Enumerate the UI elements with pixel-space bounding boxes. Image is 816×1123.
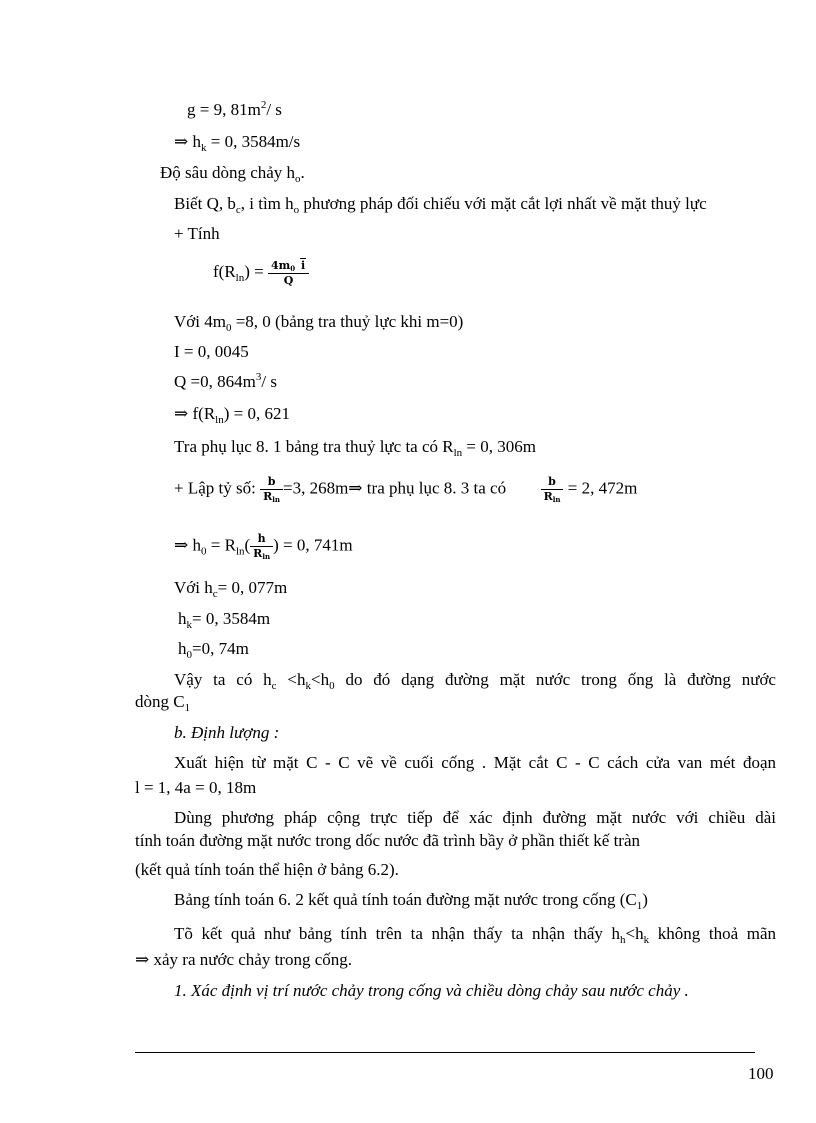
line-depth: Độ sâu dòng chảy $h_o$.	[160, 163, 305, 185]
line-h0: ⇒ $h_0 = R_{ln}$( $\frac{h}{R_{ln}}$ ) = 0, 741m	[174, 532, 353, 561]
line-biet: Biết Q, $b_c$, i tìm $h_o$ phương pháp đối chiếu với mặt cắt lợi nhất về mặt thuỷ lực	[174, 194, 707, 216]
heading-dinh-luong: b. Định lượng :	[174, 723, 280, 742]
line-tra-phu-luc: Tra phụ lục 8. 1 bảng tra thuỷ lực ta có $R_{ln} = 0$, 306m	[174, 437, 536, 459]
line-g: g = 9, $81m^2/$ s	[187, 99, 282, 119]
line-Q: Q =0, $864m^3/$ s	[174, 371, 277, 391]
fraction-b-over-rln-2: $\frac{b}{R_{ln}}$	[541, 475, 564, 504]
line-tinh: + Tính	[174, 224, 220, 243]
line-l: l = 1, 4a = 0, 18m	[135, 778, 257, 797]
line-tinh-toan: tính toán đường mặt nước trong dốc nước đã trình bầy ở phần thiết kế tràn	[135, 831, 641, 850]
paragraph-vay: Vậy ta có $h_c <h_k<h_0$ do đó dạng đường mặt nước trong ống là đường nước	[174, 670, 776, 692]
paragraph-to-ket-qua: Tõ kết quả như bảng tính trên ta nhận thấy ta nhận thấy $h_h<h_k$ không thoả mãn	[174, 924, 776, 946]
line-hk-value: $h_k= 0$, 3584m	[178, 609, 271, 631]
paragraph-xuat-hien: Xuất hiện từ mặt C - C vẽ về cuối cống . Mặt cắt C - C cách cửa van mét đoạn	[174, 753, 776, 772]
fraction-h-over-rln: $\frac{h}{R_{ln}}$	[250, 532, 273, 561]
line-ket-qua: (kết quả tính toán thể hiện ở bảng 6.2).	[135, 860, 399, 879]
formula-f-rln: $f(R_{ln})$ = $\frac{4m_0 i}{Q}$	[213, 258, 309, 288]
paragraph-dung: Dùng phương pháp cộng trực tiếp để xác định đường mặt nước với chiều dài	[174, 808, 776, 827]
fraction-4m0-sqrt-i-over-q: $\frac{4m_0 i}{Q}$	[268, 258, 309, 288]
line-h0-value: $h_0=0$, 74m	[178, 639, 249, 661]
line-dong-c1: dòng $C_1$	[135, 692, 191, 714]
footer-rule	[135, 1052, 755, 1053]
line-voi-4m: Với $4m_0 =8$, 0 (bảng tra thuỷ lực khi m=0)	[174, 312, 464, 334]
line-xay-ra: ⇒ xảy ra nước chảy trong cống.	[135, 950, 353, 969]
line-f-rln-value: ⇒ $f(R_{ln}) = 0$, 621	[174, 404, 290, 426]
line-lap-ty-so: + Lập tỷ số: $\frac{b}{R_{ln}}$ =3, 268m⇒ tra phụ lục 8. 3 ta có $\frac{b}{R_{ln}}$ = 2, 472m	[174, 475, 638, 504]
line-xac-dinh: 1. Xác định vị trí nước chảy trong cống và chiều dòng chảy sau nước chảy .	[174, 981, 689, 1000]
fraction-b-over-rln: $\frac{b}{R_{ln}}$	[260, 475, 283, 504]
line-bang: Bảng tính toán 6. 2 kết quả tính toán đường mặt nước trong cống $(C_1)$	[174, 890, 648, 912]
line-voi-hc: Với $h_c= 0$, 077m	[174, 578, 288, 600]
line-I: I = 0, 0045	[174, 342, 249, 361]
page-number: 100	[748, 1064, 774, 1083]
line-hk: ⇒ $h_k = 0$, 3584m/s	[174, 132, 301, 154]
